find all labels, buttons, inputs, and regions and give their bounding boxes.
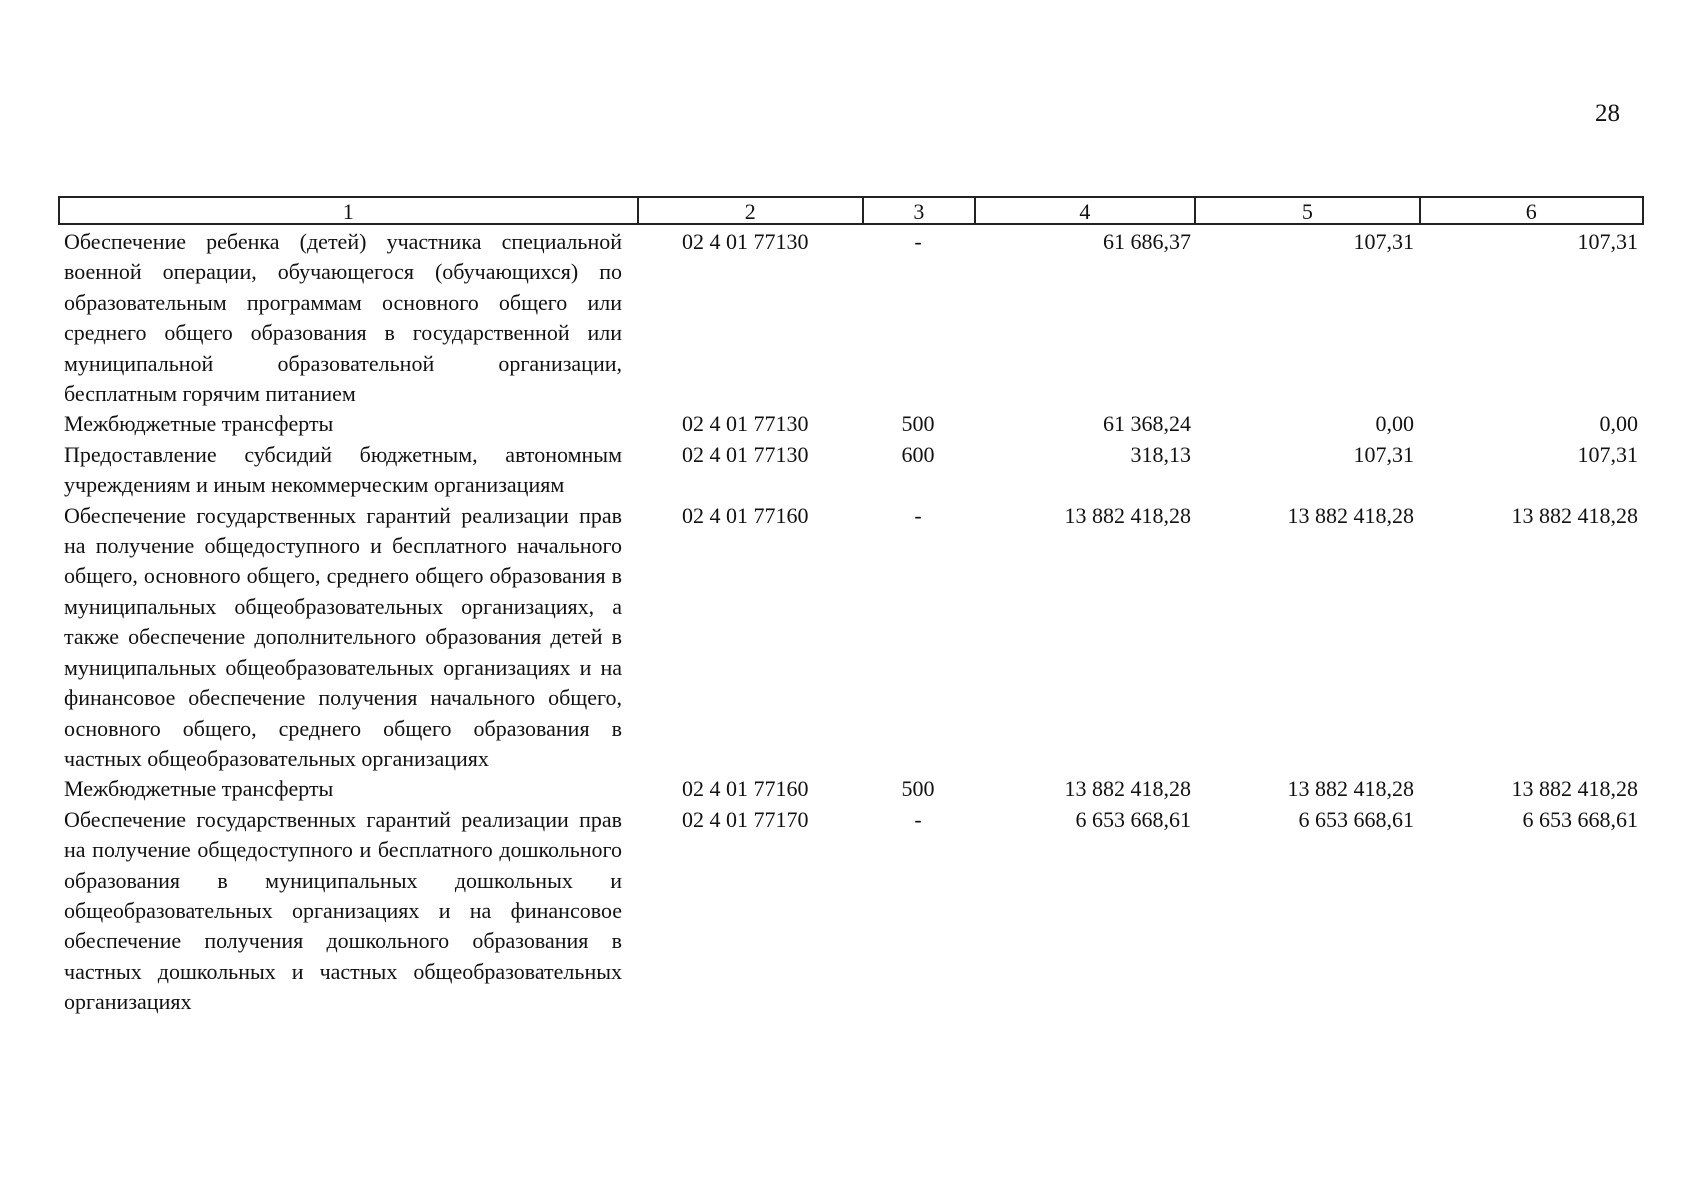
budget-table [58,196,1644,1018]
amount-col-4: 318,13 [1130,441,1191,467]
target-code: 02 4 01 77160 [682,502,809,528]
column-header-6: 6 [1419,198,1642,223]
row-name: Обеспечение государственных гарантий реализации прав на получение общедоступного и бесплатного дошкольного образования в муниципальных дошкольных и общеобразовательных организациях и на финансовое обеспечение получения дошкольного образования в частных дошкольных и частных общеобразовательных организациях [64,806,622,1015]
target-code: 02 4 01 77160 [682,776,809,802]
column-header-3: 3 [862,198,974,223]
table-header [58,196,1644,225]
amount-col-4: 61 686,37 [1103,229,1191,254]
row-name: Межбюджетные трансферты [64,776,334,802]
column-header-4: 4 [974,198,1194,223]
target-code: 02 4 01 77130 [682,441,809,467]
amount-col-5: 107,31 [1353,441,1414,467]
table-row [58,805,1644,1018]
amount-col-6: 0,00 [1599,411,1638,437]
amount-col-5: 0,00 [1375,411,1414,437]
target-code: 02 4 01 77170 [682,806,809,832]
amount-col-6: 6 653 668,61 [1522,806,1638,832]
amount-col-6: 13 882 418,28 [1511,502,1638,528]
table-body [58,227,1644,1018]
amount-col-5: 6 653 668,61 [1298,806,1414,832]
row-name: Межбюджетные трансферты [64,411,334,437]
amount-col-4: 61 368,24 [1103,411,1191,437]
row-name: Предоставление субсидий бюджетным, автономным учреждениям и иным некоммерческим организациям [64,441,622,498]
expense-type: 600 [901,441,935,467]
column-header-2: 2 [637,198,862,223]
target-code: 02 4 01 77130 [682,229,809,254]
amount-col-5: 107,31 [1353,229,1414,254]
amount-col-5: 13 882 418,28 [1287,776,1414,802]
column-header-1: 1 [342,199,354,224]
column-header-5: 5 [1194,198,1418,223]
table-row [58,227,1644,409]
page-number: 28 [1595,100,1620,127]
expense-type: - [914,502,922,528]
amount-col-5: 13 882 418,28 [1287,502,1414,528]
table-row [58,440,1644,501]
expense-type: - [914,229,922,254]
table-row [58,501,1644,775]
amount-col-4: 13 882 418,28 [1064,502,1191,528]
expense-type: - [914,806,922,832]
amount-col-4: 13 882 418,28 [1064,776,1191,802]
amount-col-6: 107,31 [1577,229,1638,254]
target-code: 02 4 01 77130 [682,411,809,437]
amount-col-6: 13 882 418,28 [1511,776,1638,802]
row-name: Обеспечение государственных гарантий реализации прав на получение общедоступного и бесплатного начального общего, основного общего, среднего общего образования в муниципальных общеобразовательных организациях, а также обеспечение дополнительного образования детей в муниципальных общеобразовательных организациях и на финансовое обеспечение получения начального общего, основного общего, среднего общего образования в частных общеобразовательных организациях [64,502,622,771]
amount-col-6: 107,31 [1577,441,1638,467]
expense-type: 500 [901,411,935,437]
amount-col-4: 6 653 668,61 [1075,806,1191,832]
table-row [58,774,1644,804]
expense-type: 500 [901,776,935,802]
row-name: Обеспечение ребенка (детей) участника специальной военной операции, обучающегося (обучающихся) по образовательным программам основного общего или среднего общего образования в государственной или муниципальной образовательной организации, бесплатным горячим питанием [64,229,622,407]
table-row [58,409,1644,439]
